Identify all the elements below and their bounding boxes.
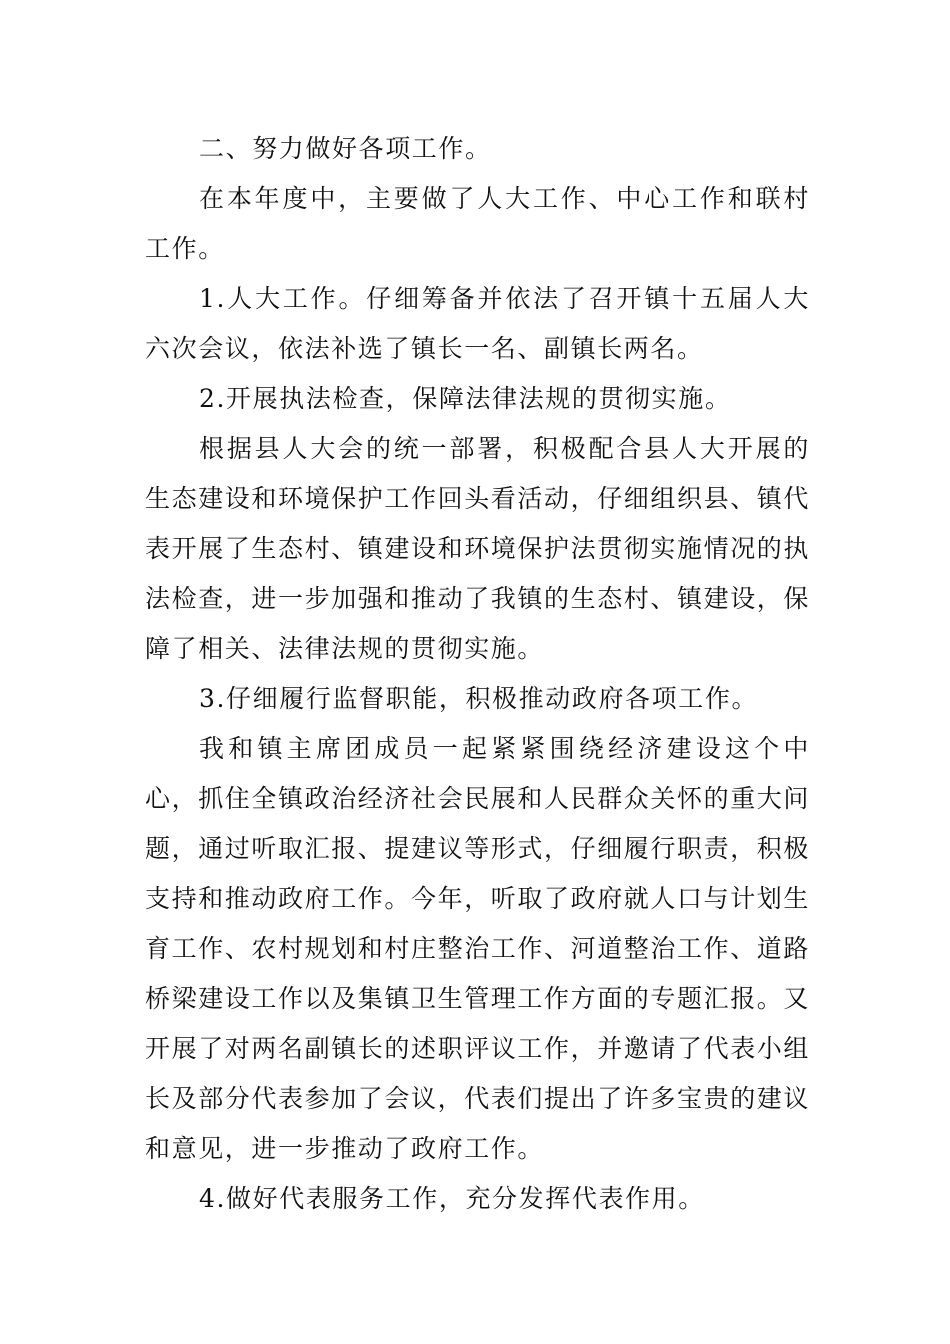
item-3-heading: 3.仔细履行监督职能，积极推动政府各项工作。: [199, 684, 759, 713]
item-2-heading: 2.开展执法检查，保障法律法规的贯彻实施。: [199, 384, 732, 413]
paragraph-supervision: 我和镇主席团成员一起紧紧围绕经济建设这个中心，抓住全镇政治经济社会民展和人民群众关怀的重大问题，通过听取汇报、提建议等形式，仔细履行职责，积极支持和推动政府工作。今年，听取了政府就人口与计划生育工作、农村规划和村庄整治工作、河道整治工作、道路桥梁建设工作以及集镇卫生管理工作方面的专题汇报。又开展了对两名副镇长的述职评议工作，并邀请了代表小组长及部分代表参加了会议，代表们提出了许多宝贵的建议和意见，进一步推动了政府工作。: [145, 734, 811, 1163]
document-body: [145, 124, 810, 1224]
paragraph-law-enforcement: 根据县人大会的统一部署，积极配合县人大开展的生态建设和环境保护工作回头看活动，仔细组织县、镇代表开展了生态村、镇建设和环境保护法贯彻实施情况的执法检查，进一步加强和推动了我镇的生态村、镇建设，保障了相关、法律法规的贯彻实施。: [145, 434, 811, 663]
section-heading: 二、努力做好各项工作。: [199, 134, 492, 163]
paragraph-intro: 在本年度中，主要做了人大工作、中心工作和联村工作。: [145, 184, 810, 263]
item-1-renda-work: 1.人大工作。仔细筹备并依法了召开镇十五届人大六次会议，依法补选了镇长一名、副镇长两名。: [145, 284, 810, 363]
item-4-heading: 4.做好代表服务工作，充分发挥代表作用。: [199, 1184, 705, 1213]
